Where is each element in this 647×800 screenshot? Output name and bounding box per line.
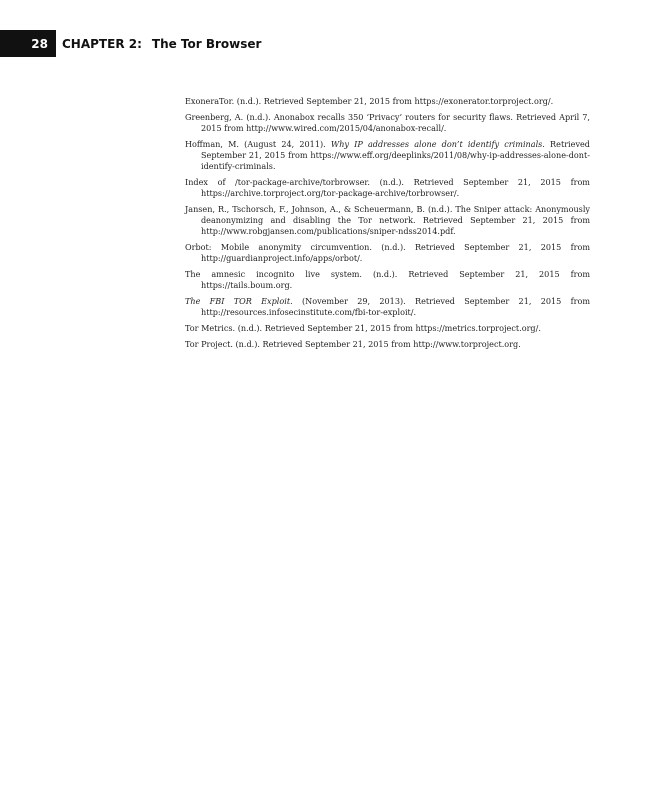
reference-item: Hoffman, M. (August 24, 2011). Why IP addresses alone don’t identify criminals. Retrieved September 21, 2015 from https://www.eff.org/deeplinks/2011/08/why-ip-addresses-alone-dont-identify-criminals. — [185, 139, 590, 171]
reference-item: The FBI TOR Exploit. (November 29, 2013). Retrieved September 21, 2015 from http://resources.infosecinstitute.com/fbi-tor-exploit/. — [185, 296, 590, 317]
reference-item: Orbot: Mobile anonymity circumvention. (n.d.). Retrieved September 21, 2015 from http://guardianproject.info/apps/orbot/. — [185, 242, 590, 263]
chapter-heading — [62, 30, 261, 57]
reference-item: The amnesic incognito live system. (n.d.). Retrieved September 21, 2015 from https://tails.boum.org. — [185, 269, 590, 290]
running-header — [0, 30, 647, 57]
reference-item: Greenberg, A. (n.d.). Anonabox recalls 350 ‘Privacy’ routers for security flaws. Retrieved April 7, 2015 from http://www.wired.com/2015/04/anonabox-recall/. — [185, 112, 590, 133]
reference-item: Jansen, R., Tschorsch, F., Johnson, A., & Scheuermann, B. (n.d.). The Sniper attack: Anonymously deanonymizing and disabling the Tor network. Retrieved September 21, 2015 from http://www.robgjansen.com/publications/sniper-ndss2014.pdf. — [185, 204, 590, 236]
chapter-title: The Tor Browser — [151, 36, 262, 51]
chapter-label: CHAPTER 2: — [62, 36, 142, 51]
reference-item: ExoneraTor. (n.d.). Retrieved September 21, 2015 from https://exonerator.torproject.org/. — [185, 96, 554, 106]
reference-item: Tor Project. (n.d.). Retrieved September 21, 2015 from http://www.torproject.org. — [185, 339, 521, 349]
reference-item: Tor Metrics. (n.d.). Retrieved September 21, 2015 from https://metrics.torproject.org/. — [185, 323, 541, 333]
page-number: 28 — [0, 30, 56, 57]
reference-item: Index of /tor-package-archive/torbrowser. (n.d.). Retrieved September 21, 2015 from https://archive.torproject.org/tor-package-archive/torbrowser/. — [185, 177, 590, 198]
reference-list — [185, 96, 590, 355]
